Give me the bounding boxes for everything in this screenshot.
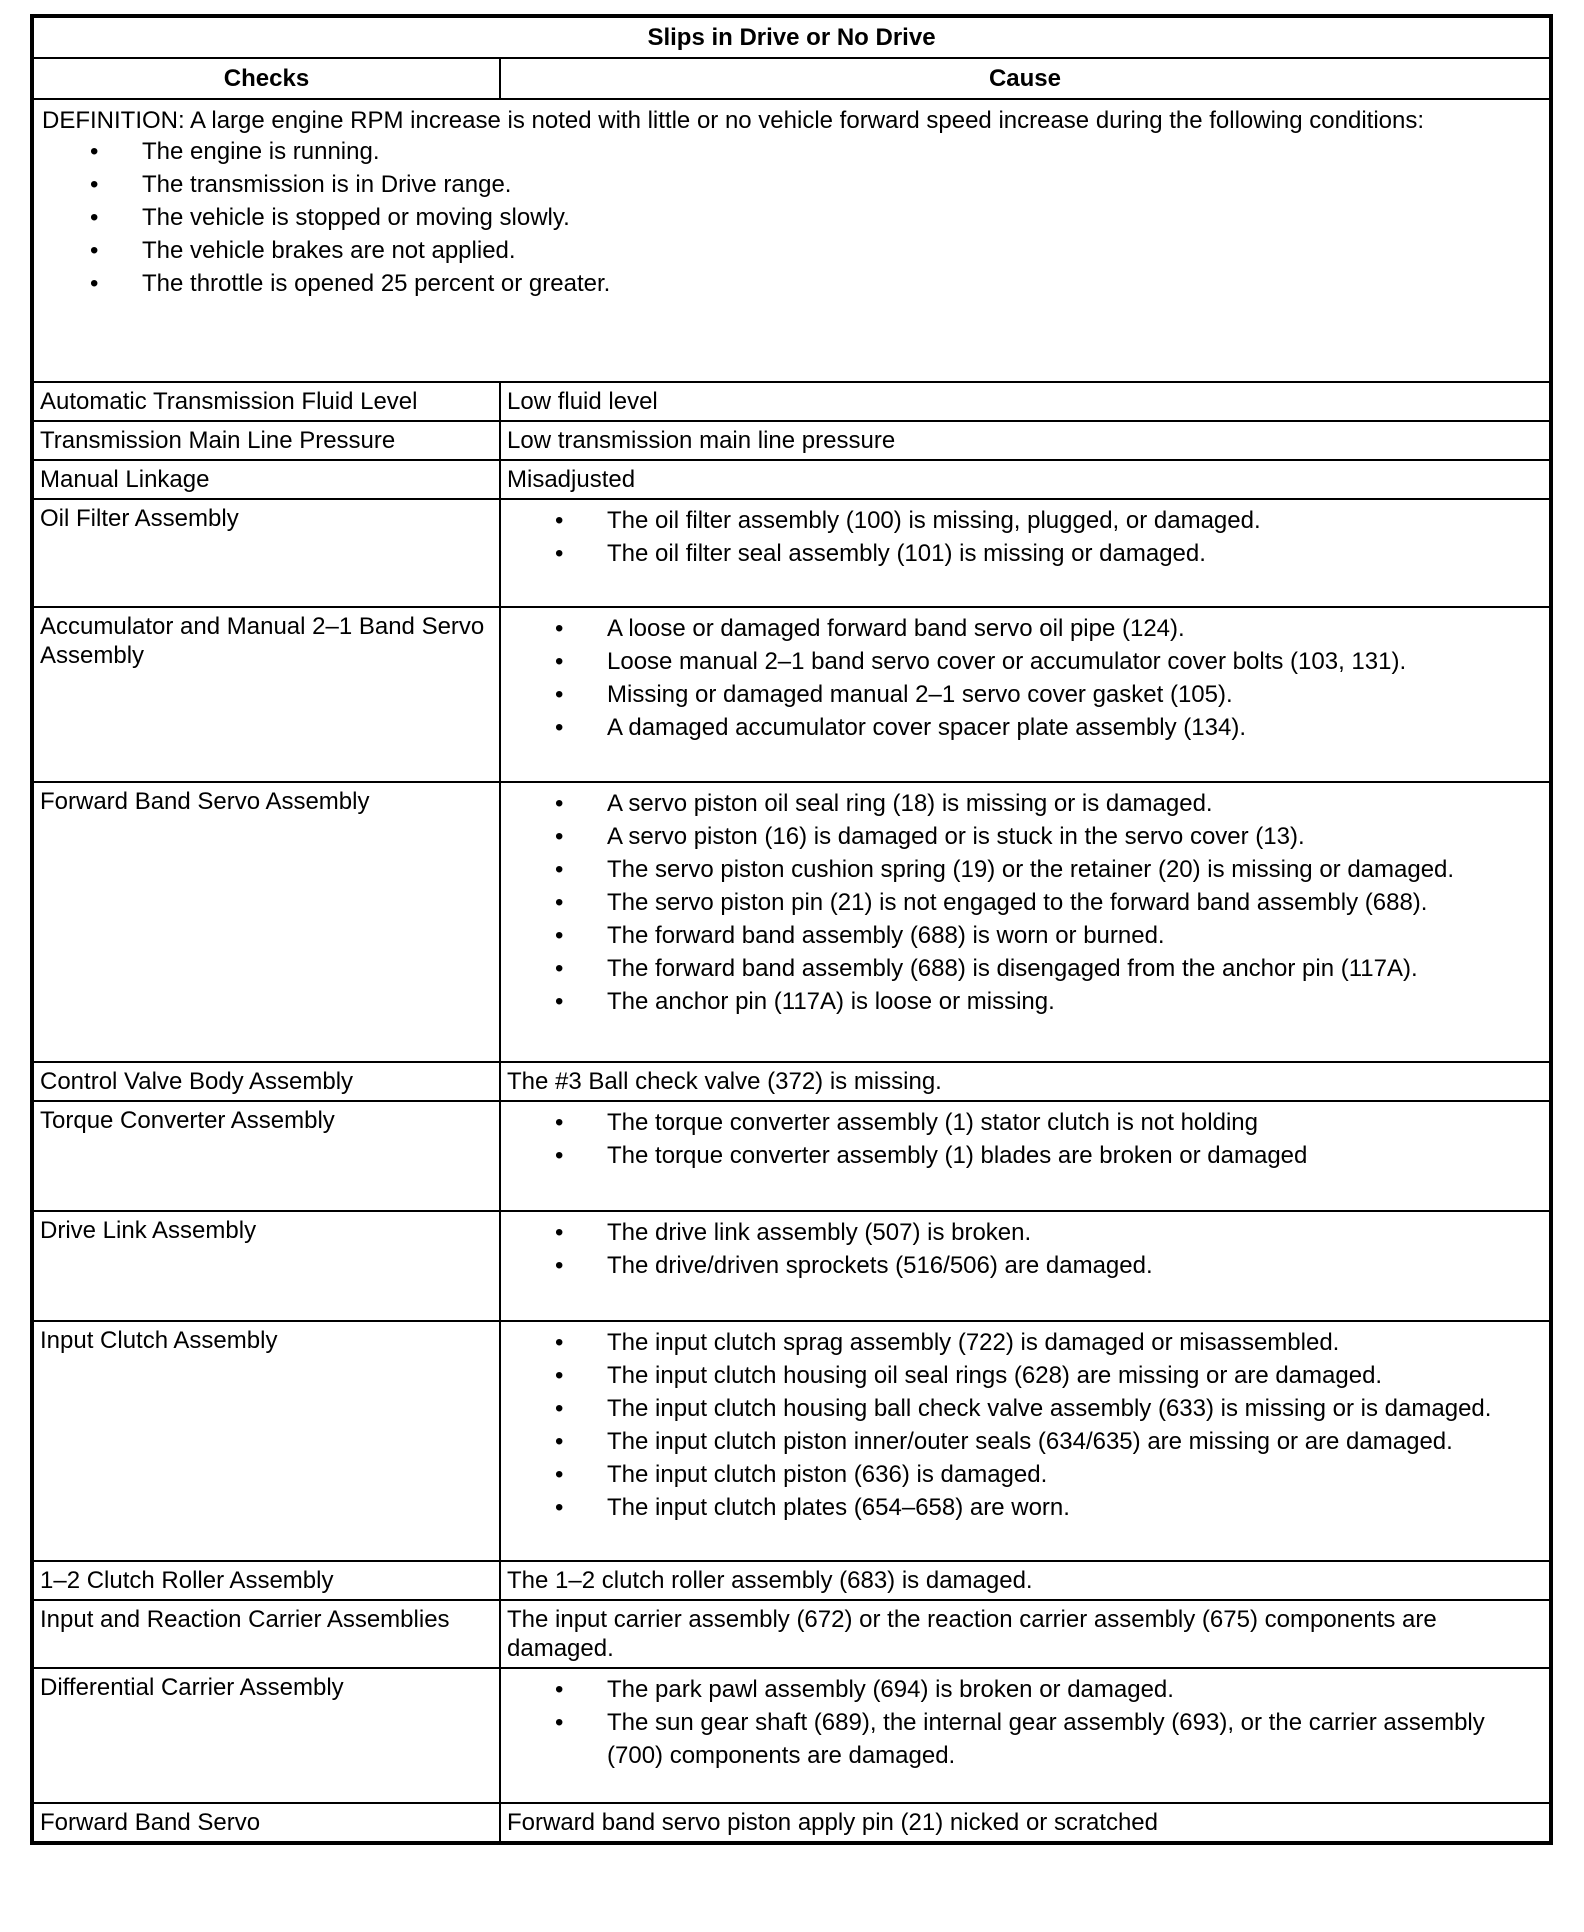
cause-cell: Low fluid level [500, 382, 1550, 421]
check-cell: Manual Linkage [33, 460, 500, 499]
table-row [33, 1062, 1550, 1101]
condition-item: • The vehicle brakes are not applied. [42, 234, 1541, 267]
table-row [33, 1321, 1550, 1561]
cause-item: • The input clutch housing oil seal rings (628) are missing or are damaged. [507, 1359, 1543, 1392]
table-title: Slips in Drive or No Drive [33, 17, 1550, 58]
cause-cell [500, 1211, 1550, 1321]
check-cell: Accumulator and Manual 2–1 Band Servo Assembly [33, 607, 500, 782]
cause-cell [500, 782, 1550, 1062]
table-row [33, 460, 1550, 499]
condition-item: • The vehicle is stopped or moving slowly. [42, 201, 1541, 234]
cause-item: • The drive/driven sprockets (516/506) are damaged. [507, 1249, 1543, 1282]
cause-item: • The input clutch sprag assembly (722) is damaged or misassembled. [507, 1326, 1543, 1359]
header-row [33, 58, 1550, 99]
check-cell: Forward Band Servo Assembly [33, 782, 500, 1062]
cause-item: • The anchor pin (117A) is loose or missing. [507, 985, 1543, 1018]
check-cell: Transmission Main Line Pressure [33, 421, 500, 460]
check-cell: Control Valve Body Assembly [33, 1062, 500, 1101]
cause-item: • The forward band assembly (688) is worn or burned. [507, 919, 1543, 952]
cause-item: • The input clutch plates (654–658) are worn. [507, 1491, 1543, 1524]
table-row [33, 1561, 1550, 1600]
cause-cell: The #3 Ball check valve (372) is missing. [500, 1062, 1550, 1101]
cause-item: • The servo piston cushion spring (19) or the retainer (20) is missing or damaged. [507, 853, 1543, 886]
table-row [33, 1101, 1550, 1211]
table-row [33, 1211, 1550, 1321]
check-cell: 1–2 Clutch Roller Assembly [33, 1561, 500, 1600]
definition-cell [33, 99, 1550, 382]
table-row [33, 607, 1550, 782]
cause-item: • The torque converter assembly (1) stator clutch is not holding [507, 1106, 1543, 1139]
cause-list [507, 504, 1543, 570]
definition-row [33, 99, 1550, 382]
cause-item: • Missing or damaged manual 2–1 servo cover gasket (105). [507, 678, 1543, 711]
condition-item: • The engine is running. [42, 135, 1541, 168]
slips-in-drive-table [32, 16, 1551, 1843]
cause-list [507, 1106, 1543, 1172]
condition-item: • The transmission is in Drive range. [42, 168, 1541, 201]
cause-cell: Forward band servo piston apply pin (21) nicked or scratched [500, 1803, 1550, 1842]
diagnostic-table-sheet [30, 14, 1553, 1845]
table-row [33, 1668, 1550, 1803]
cause-list [507, 1673, 1543, 1772]
cause-item: • Loose manual 2–1 band servo cover or accumulator cover bolts (103, 131). [507, 645, 1543, 678]
cause-item: • The input clutch housing ball check valve assembly (633) is missing or is damaged. [507, 1392, 1543, 1425]
check-cell: Oil Filter Assembly [33, 499, 500, 607]
column-header-cause: Cause [500, 58, 1550, 99]
check-cell: Input and Reaction Carrier Assemblies [33, 1600, 500, 1668]
cause-item: • The input clutch piston (636) is damaged. [507, 1458, 1543, 1491]
title-row [33, 17, 1550, 58]
cause-item: • A servo piston (16) is damaged or is stuck in the servo cover (13). [507, 820, 1543, 853]
cause-cell: Low transmission main line pressure [500, 421, 1550, 460]
cause-cell [500, 1321, 1550, 1561]
cause-cell [500, 607, 1550, 782]
table-row [33, 382, 1550, 421]
cause-cell: Misadjusted [500, 460, 1550, 499]
cause-item: • A loose or damaged forward band servo oil pipe (124). [507, 612, 1543, 645]
check-cell: Forward Band Servo [33, 1803, 500, 1842]
cause-item: • The park pawl assembly (694) is broken or damaged. [507, 1673, 1543, 1706]
cause-list [507, 1216, 1543, 1282]
cause-list [507, 612, 1543, 744]
check-cell: Automatic Transmission Fluid Level [33, 382, 500, 421]
table-row [33, 1600, 1550, 1668]
cause-cell [500, 1668, 1550, 1803]
cause-item: • The torque converter assembly (1) blades are broken or damaged [507, 1139, 1543, 1172]
cause-item: • The forward band assembly (688) is disengaged from the anchor pin (117A). [507, 952, 1543, 985]
condition-item: • The throttle is opened 25 percent or greater. [42, 267, 1541, 300]
cause-cell: The input carrier assembly (672) or the reaction carrier assembly (675) components are damaged. [500, 1600, 1550, 1668]
cause-item: • The drive link assembly (507) is broken. [507, 1216, 1543, 1249]
cause-item: • The servo piston pin (21) is not engaged to the forward band assembly (688). [507, 886, 1543, 919]
cause-cell [500, 499, 1550, 607]
cause-item: • A servo piston oil seal ring (18) is missing or is damaged. [507, 787, 1543, 820]
check-cell: Differential Carrier Assembly [33, 1668, 500, 1803]
cause-item: • The oil filter assembly (100) is missing, plugged, or damaged. [507, 504, 1543, 537]
table-row [33, 499, 1550, 607]
table-row [33, 1803, 1550, 1842]
cause-cell: The 1–2 clutch roller assembly (683) is damaged. [500, 1561, 1550, 1600]
table-row [33, 782, 1550, 1062]
column-header-checks: Checks [33, 58, 500, 99]
cause-list [507, 787, 1543, 1018]
table-row [33, 421, 1550, 460]
cause-list [507, 1326, 1543, 1524]
cause-item: • A damaged accumulator cover spacer plate assembly (134). [507, 711, 1543, 744]
cause-cell [500, 1101, 1550, 1211]
cause-item: • The sun gear shaft (689), the internal gear assembly (693), or the carrier assembly (700) components are damaged. [507, 1706, 1543, 1772]
check-cell: Torque Converter Assembly [33, 1101, 500, 1211]
cause-item: • The oil filter seal assembly (101) is missing or damaged. [507, 537, 1543, 570]
check-cell: Input Clutch Assembly [33, 1321, 500, 1561]
cause-item: • The input clutch piston inner/outer seals (634/635) are missing or are damaged. [507, 1425, 1543, 1458]
check-cell: Drive Link Assembly [33, 1211, 500, 1321]
definition-text: DEFINITION: A large engine RPM increase is noted with little or no vehicle forward speed increase during the following conditions: [42, 107, 1425, 134]
conditions-list [42, 135, 1541, 300]
